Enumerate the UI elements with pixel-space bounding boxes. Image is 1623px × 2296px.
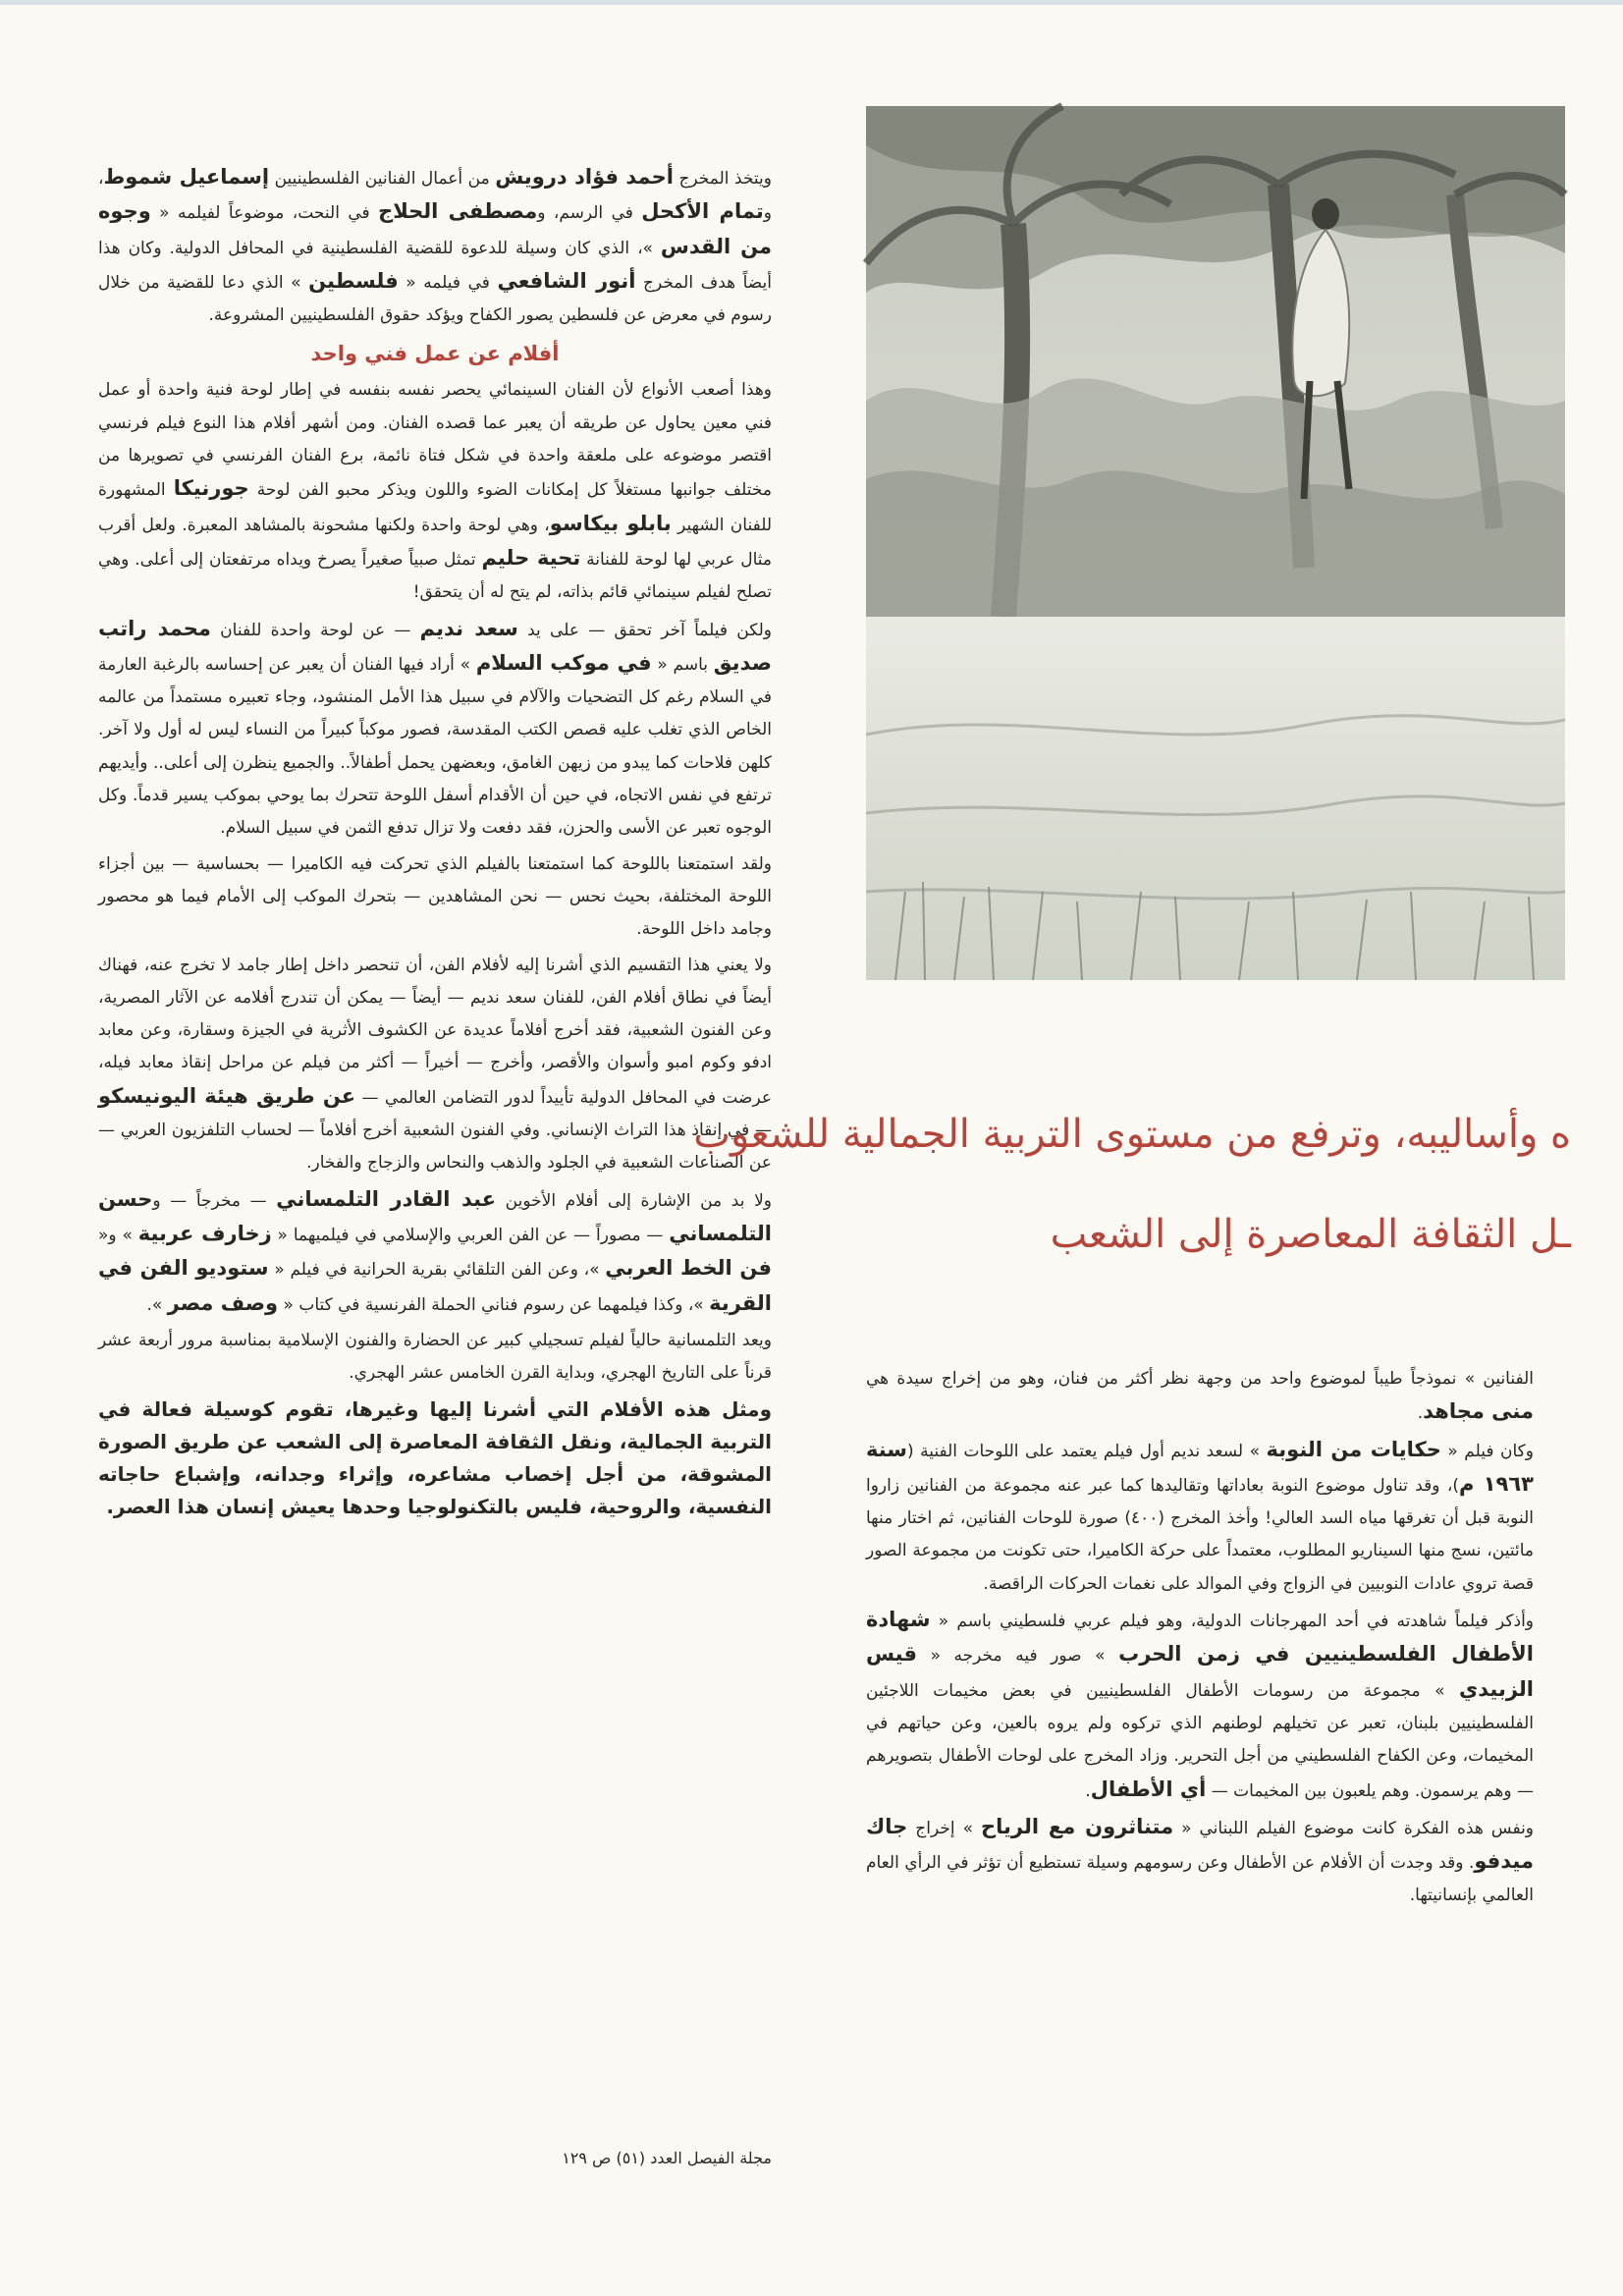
left-paragraph-6 (98, 1183, 772, 1322)
text-run: من أعمال الفنانين الفلسطينيين (269, 169, 496, 189)
right-column (866, 1363, 1534, 1913)
text-run: — مخرجاً — و (152, 1190, 277, 1211)
top-border (0, 0, 1623, 5)
section-heading: أفلام عن عمل فني واحد (310, 342, 560, 366)
highlighted-name: عن طريق هيئة اليونيسكو (98, 1083, 356, 1108)
photo-illustration (866, 106, 1565, 980)
left-column (98, 161, 772, 1523)
text-run: تمثل صبياً صغيراً يصرخ ويداه مرتفعتان إلى أعلى. وهي تصلح لفيلم سينمائي قائم بذاته، لم يتح له أن يتحقق! (98, 549, 772, 603)
highlighted-name: مصطفى الحلاج (378, 199, 538, 224)
left-paragraph-4 (98, 848, 772, 947)
text-run: ويعد التلمسانية حالياً لفيلم تسجيلي كبير عن الحضارة والفنون الإسلامية بمناسبة مرور أربعة عشر قرناً على التاريخ الهجري، وبداية القرن الخامس عشر الهجري. (98, 1330, 772, 1384)
pull-quote (693, 1108, 1571, 1261)
text-run: في الرسم، و (537, 203, 642, 224)
text-run: ويتخذ المخرج (673, 169, 772, 189)
text-run: ولقد استمتعنا باللوحة كما استمتعنا بالفيلم الذي تحركت فيه الكاميرا — بحساسية — بين أجزاء اللوحة المختلفة، بحيث نحس — نحن المشاهدين — بتحرك الموكب إلى الأمام فيما هو محصور وجامد داخل اللوحة. (98, 853, 772, 940)
text-run: في فيلمه « (398, 272, 498, 293)
text-run: )، وقد تناول موضوع النوبة بعاداتها وتقاليدها كما عبر عنه مجموعة من الفنانين زاروا النوبة قبل أن تغرقها مياه السد العالي! وأخذ المخرج (٤٠٠) صورة للوحات الفنانين، ثم اختار منها مائتين، نسج منها السيناريو المطلوب، معتمداً على حركة الكاميرا، حتى تكونت من مجموعة الصور قصة تروي عادات النوبيين في الزواج وفي الموالد على نغمات الحركات الراقصة. (866, 1475, 1534, 1594)
text-run: المشهورة للفنان الشهير (98, 480, 772, 535)
text-run: »، وعن الفن التلقائي بقرية الحرانية في فيلم « (268, 1260, 606, 1281)
highlighted-name: وصف مصر (167, 1290, 279, 1315)
text-run: » الذي دعا للقضية من خلال رسوم في معرض عن فلسطين يصور الكفاح ويؤكد حقوق الفلسطينيين المشروعة. (98, 272, 772, 326)
text-run: » و« (98, 1225, 138, 1245)
text-run: » لسعد نديم أول فيلم يعتمد على اللوحات الفنية ( (906, 1441, 1267, 1461)
highlighted-name: سنة ١٩٦٣ م (866, 1437, 1535, 1496)
text-run: . (1085, 1780, 1091, 1801)
text-run: » إخراج (907, 1818, 981, 1838)
pull-quote-line-2: ـل الثقافة المعاصرة إلى الشعب (1050, 1212, 1571, 1257)
text-run: ونفس هذه الفكرة كانت موضوع الفيلم اللبناني « (1173, 1818, 1535, 1838)
left-paragraph-2 (98, 374, 772, 609)
left-paragraph-3 (98, 613, 772, 846)
text-run: ، وهي لوحة واحدة ولكنها مشحونة بالمشاهد المعبرة. ولعل أقرب مثال عربي لها لوحة للفنانة (98, 515, 772, 570)
highlighted-name: جورنيكا (173, 476, 249, 501)
highlighted-name: وجوه من القدس (98, 199, 772, 258)
highlighted-name: في موكب السلام (475, 650, 652, 675)
right-paragraph-2 (866, 1434, 1534, 1601)
highlighted-name: شهادة الأطفال الفلسطينيين في زمن الحرب (866, 1608, 1534, 1667)
highlighted-name: ستوديو الفن في القرية (98, 1256, 772, 1315)
closing-paragraph: ومثل هذه الأفلام التي أشرنا إليها وغيرها، تقوم كوسيلة فعالة في التربية الجمالية، ونقل الثقافة المعاصرة إلى الشعب عن طريق الصورة المشوقة، من أجل إخصاب مشاعره، وإثراء وجدانه، وإشباع حاجاته النفسية، والروحية، فليس بالتكنولوجيا وحدها يعيش إنسان هذا العصر. (98, 1397, 772, 1519)
text-run: »، وكذا فيلمهما عن رسوم فناني الحملة الفرنسية في كتاب « (278, 1294, 710, 1315)
page-footer: مجلة الفيصل العدد (٥١) ص ١٢٩ (562, 2149, 772, 2167)
text-run: وهذا أصعب الأنواع لأن الفنان السينمائي يحصر نفسه بنفسه في إطار لوحة فنية واحدة أو عمل فني معين يحاول عن طريقه أن يعبر عما قصده الفنان. ومن أشهر أفلام هذا النوع فيلم فرنسي اقتصر موضوعه على ملعقة واحدة في شكل فتاة نائمة، برع الفنان الفرنسي في تصويرها من مختلف جوانبها مستغلاً كل إمكانات الضوء واللون ويذكر محبو الفن لوحة (98, 380, 772, 501)
text-run: الفنانين » نموذجاً طيباً لموضوع واحد من وجهة نظر أكثر من فنان، وهو من إخراج سيدة هي (866, 1369, 1534, 1389)
highlighted-name: حسن التلمساني (98, 1186, 772, 1245)
text-run: . (1417, 1403, 1424, 1424)
highlighted-name: متناثرون مع الرياح (980, 1814, 1174, 1838)
highlighted-name: إسماعيل شموط (103, 165, 270, 189)
text-run: »، الذي كان وسيلة للدعوة للقضية الفلسطينية في المحافل الدولية. وكان هذا أيضاً هدف المخرج (98, 238, 773, 293)
highlighted-name: تمام الأكحل (641, 199, 764, 224)
left-paragraph-1 (98, 161, 772, 332)
highlighted-name: بابلو بيكاسو (549, 511, 672, 535)
highlighted-name: قيس الزبيدي (866, 1642, 1534, 1701)
highlighted-name: سعد نديم (419, 616, 518, 640)
text-run: » مجموعة من رسومات الأطفال الفلسطينيين في بعض مخيمات اللاجئين الفلسطينيين بلبنان، تعبر عن تخيلهم لوطنهم الذي تركوه ولم يروه بالعين، وعن حياتهم في المخيمات، وعن الكفاح الفلسطيني من أجل التحرير. وزاد المخرج على لوحات الأطفال بتصويرهم — وهم يرسمون. وهم يلعبون بين المخيمات — (866, 1680, 1534, 1801)
text-run: ولا بد من الإشارة إلى أفلام الأخوين (496, 1190, 772, 1211)
highlighted-name: أحمد فؤاد درويش (495, 165, 674, 189)
text-run: » أراد فيها الفنان أن يعبر عن إحساسه بالرغبة العارمة في السلام رغم كل التضحيات والآلام في سبيل هذا الأمل المنشود، وجاء تعبيره مستمداً من عالمه الخاص الذي تغلب عليه قصص الكتب المقدسة، فصور موكباً كبيراً من النساء ليس له أول ولا آخر. كلهن فلاحات كما يبدو من زيهن الغامق، وبعضهن يحمل أطفالاً.. والجميع ينظرن إلى أعلى.. وأيديهم ترتفع في نفس الاتجاه، في حين أن الأقدام أسفل اللوحة تتحرك بما يوحي بموكب يسير قدماً. وكل الوجوه تعبر عن الأسى والحزن، فقد دفعت ولا تزال تدفع الثمن في سبيل السلام. (98, 654, 772, 839)
landscape-painting-icon (866, 106, 1565, 980)
right-paragraph-1 (866, 1363, 1534, 1431)
text-run: ولا يعني هذا التقسيم الذي أشرنا إليه لأفلام الفن، أن تنحصر داخل إطار جامد لا تخرج عنه، فهناك أيضاً في نطاق أفلام الفن، للفنان سعد نديم — أيضاً — يمكن أن تندرج أفلامه عن الآثار المصرية، وعن الفنون الشعبية، فقد أخرج أفلاماً عديدة عن الكشوف الأثرية في الجيزة وسقارة، وعن معابد ادفو وكوم امبو وأسوان والأقصر، وأخرج — أخيراً — أكثر من فيلم عن مراحل إنقاذ معابد فيله، عرضت في المحافل الدولية تأييداً لدور التضامن العالمي — (98, 955, 772, 1108)
highlighted-name: عبد القادر التلمساني (276, 1186, 497, 1211)
pull-quote-line-1: ه وأساليبه، وترفع من مستوى التربية الجمالية للشعوب (693, 1112, 1571, 1157)
highlighted-name: فلسطين (308, 268, 399, 293)
text-run: ». (146, 1294, 168, 1315)
text-run: ولكن فيلماً آخر تحقق — على يد (517, 620, 772, 640)
highlighted-name: تحية حليم (481, 545, 581, 570)
text-run: — في إنقاذ هذا التراث الإنساني. وفي الفنون الشعبية أخرج أفلاماً — لحساب التلفزيون العربي — عن الصناعات الشعبية في الجلود والذهب والنحاس والزجاج والفخار. (98, 1121, 772, 1174)
left-paragraph-7 (98, 1325, 772, 1391)
right-paragraph-4 (866, 1811, 1534, 1913)
text-run: وأذكر فيلماً شاهدته في أحد المهرجانات الدولية، وهو فيلم عربي فلسطيني باسم « (930, 1612, 1534, 1632)
text-run: وكان فيلم « (1440, 1441, 1534, 1461)
highlighted-name: أنور الشافعي (497, 268, 636, 293)
left-paragraph-5 (98, 950, 772, 1180)
highlighted-name: محمد راتب صديق (98, 616, 772, 675)
highlighted-name: جاك ميدفو (866, 1814, 1534, 1874)
right-paragraph-3 (866, 1604, 1534, 1808)
text-run: باسم « (651, 654, 714, 675)
highlighted-name: أي الأطفال (1090, 1777, 1207, 1801)
highlighted-name: حكايات من النوبة (1266, 1437, 1441, 1461)
highlighted-name: منى مجاهد (1423, 1399, 1534, 1424)
text-run: — عن لوحة واحدة للفنان (210, 620, 420, 640)
text-run: — مصوراً — عن الفن العربي والإسلامي في فيلميهما « (271, 1225, 670, 1245)
text-run: ، و (98, 169, 773, 224)
highlighted-name: فن الخط العربي (605, 1256, 773, 1281)
text-run: . وقد وجدت أن الأفلام عن الأطفال وعن رسومهم وسيلة تستطيع أن تؤثر في الرأي العام العالمي بإنسانيتها. (866, 1853, 1534, 1906)
text-run: في النحت، موضوعاً لفيلمه « (150, 203, 379, 224)
text-run: » صور فيه مخرجه « (917, 1646, 1119, 1667)
highlighted-name: زخارف عربية (137, 1221, 272, 1245)
